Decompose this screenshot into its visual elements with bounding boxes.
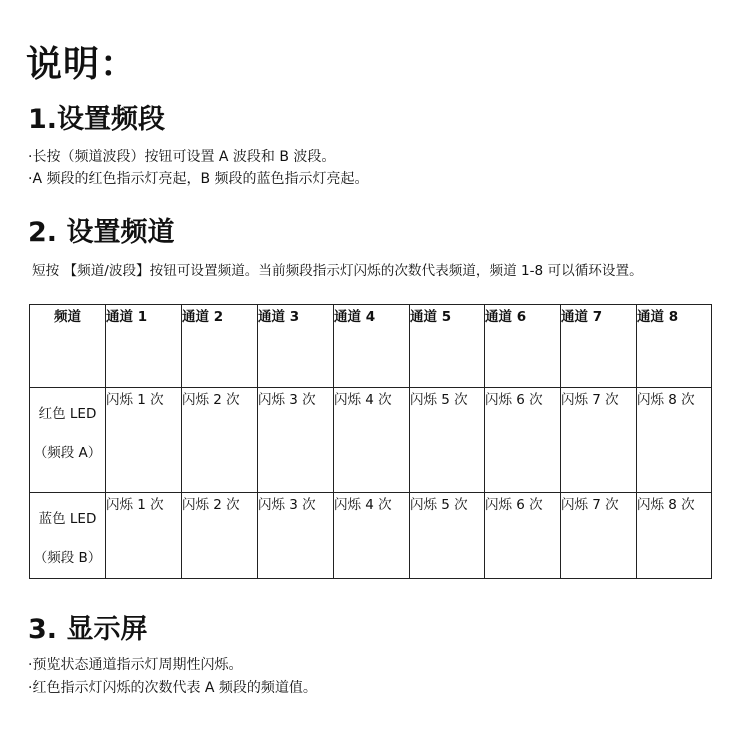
table-cell: 闪烁 8 次 — [637, 388, 712, 493]
header-cell: 通道 8 — [637, 305, 712, 388]
channel-table — [29, 304, 712, 579]
header-cell: 通道 4 — [334, 305, 410, 388]
header-cell: 通道 5 — [410, 305, 485, 388]
page-title: 说明： — [26, 44, 138, 85]
section2-heading: 2. 设置频道 — [28, 217, 175, 248]
table-cell: 闪烁 2 次 — [182, 388, 258, 493]
section1-heading: 1.设置频段 — [28, 104, 166, 135]
table-header-row — [30, 305, 712, 388]
section3-line-1: ·预览状态通道指示灯周期性闪烁。 — [28, 657, 243, 673]
table-cell: 闪烁 1 次 — [106, 388, 182, 493]
table-cell: 闪烁 4 次 — [334, 493, 410, 579]
header-cell: 通道 6 — [485, 305, 561, 388]
section2-description: 短按 【频道/波段】按钮可设置频道。当前频段指示灯闪烁的次数代表频道，频道 1-8 可以循环设置。 — [32, 263, 643, 279]
table-cell: 闪烁 4 次 — [334, 388, 410, 493]
table-cell: 闪烁 3 次 — [258, 388, 334, 493]
table-cell: 闪烁 5 次 — [410, 388, 485, 493]
table-row-red-led — [30, 388, 712, 493]
table-row-blue-led — [30, 493, 712, 579]
header-cell: 通道 3 — [258, 305, 334, 388]
section1-line-2: ·A 频段的红色指示灯亮起，B 频段的蓝色指示灯亮起。 — [28, 171, 369, 187]
row-label-cell — [30, 493, 106, 579]
row-label-line1: 红色 LED — [38, 406, 97, 422]
table-cell: 闪烁 2 次 — [182, 493, 258, 579]
header-cell: 频道 — [30, 305, 106, 388]
table-cell: 闪烁 8 次 — [637, 493, 712, 579]
row-label-line2: （频段 A） — [33, 445, 102, 461]
row-label-line1: 蓝色 LED — [38, 511, 97, 527]
section1-line-1: ·长按（频道波段）按钮可设置 A 波段和 B 波段。 — [28, 149, 336, 165]
table-cell: 闪烁 6 次 — [485, 388, 561, 493]
header-cell: 通道 2 — [182, 305, 258, 388]
table-cell: 闪烁 5 次 — [410, 493, 485, 579]
section3-heading: 3. 显示屏 — [28, 614, 148, 645]
header-cell: 通道 1 — [106, 305, 182, 388]
table-cell: 闪烁 7 次 — [561, 493, 637, 579]
table-cell: 闪烁 6 次 — [485, 493, 561, 579]
table-cell: 闪烁 7 次 — [561, 388, 637, 493]
row-label-cell — [30, 388, 106, 493]
section3-line-2: ·红色指示灯闪烁的次数代表 A 频段的频道值。 — [28, 680, 317, 696]
table-cell: 闪烁 1 次 — [106, 493, 182, 579]
header-cell: 通道 7 — [561, 305, 637, 388]
table-cell: 闪烁 3 次 — [258, 493, 334, 579]
row-label-line2: （频段 B） — [33, 550, 102, 566]
